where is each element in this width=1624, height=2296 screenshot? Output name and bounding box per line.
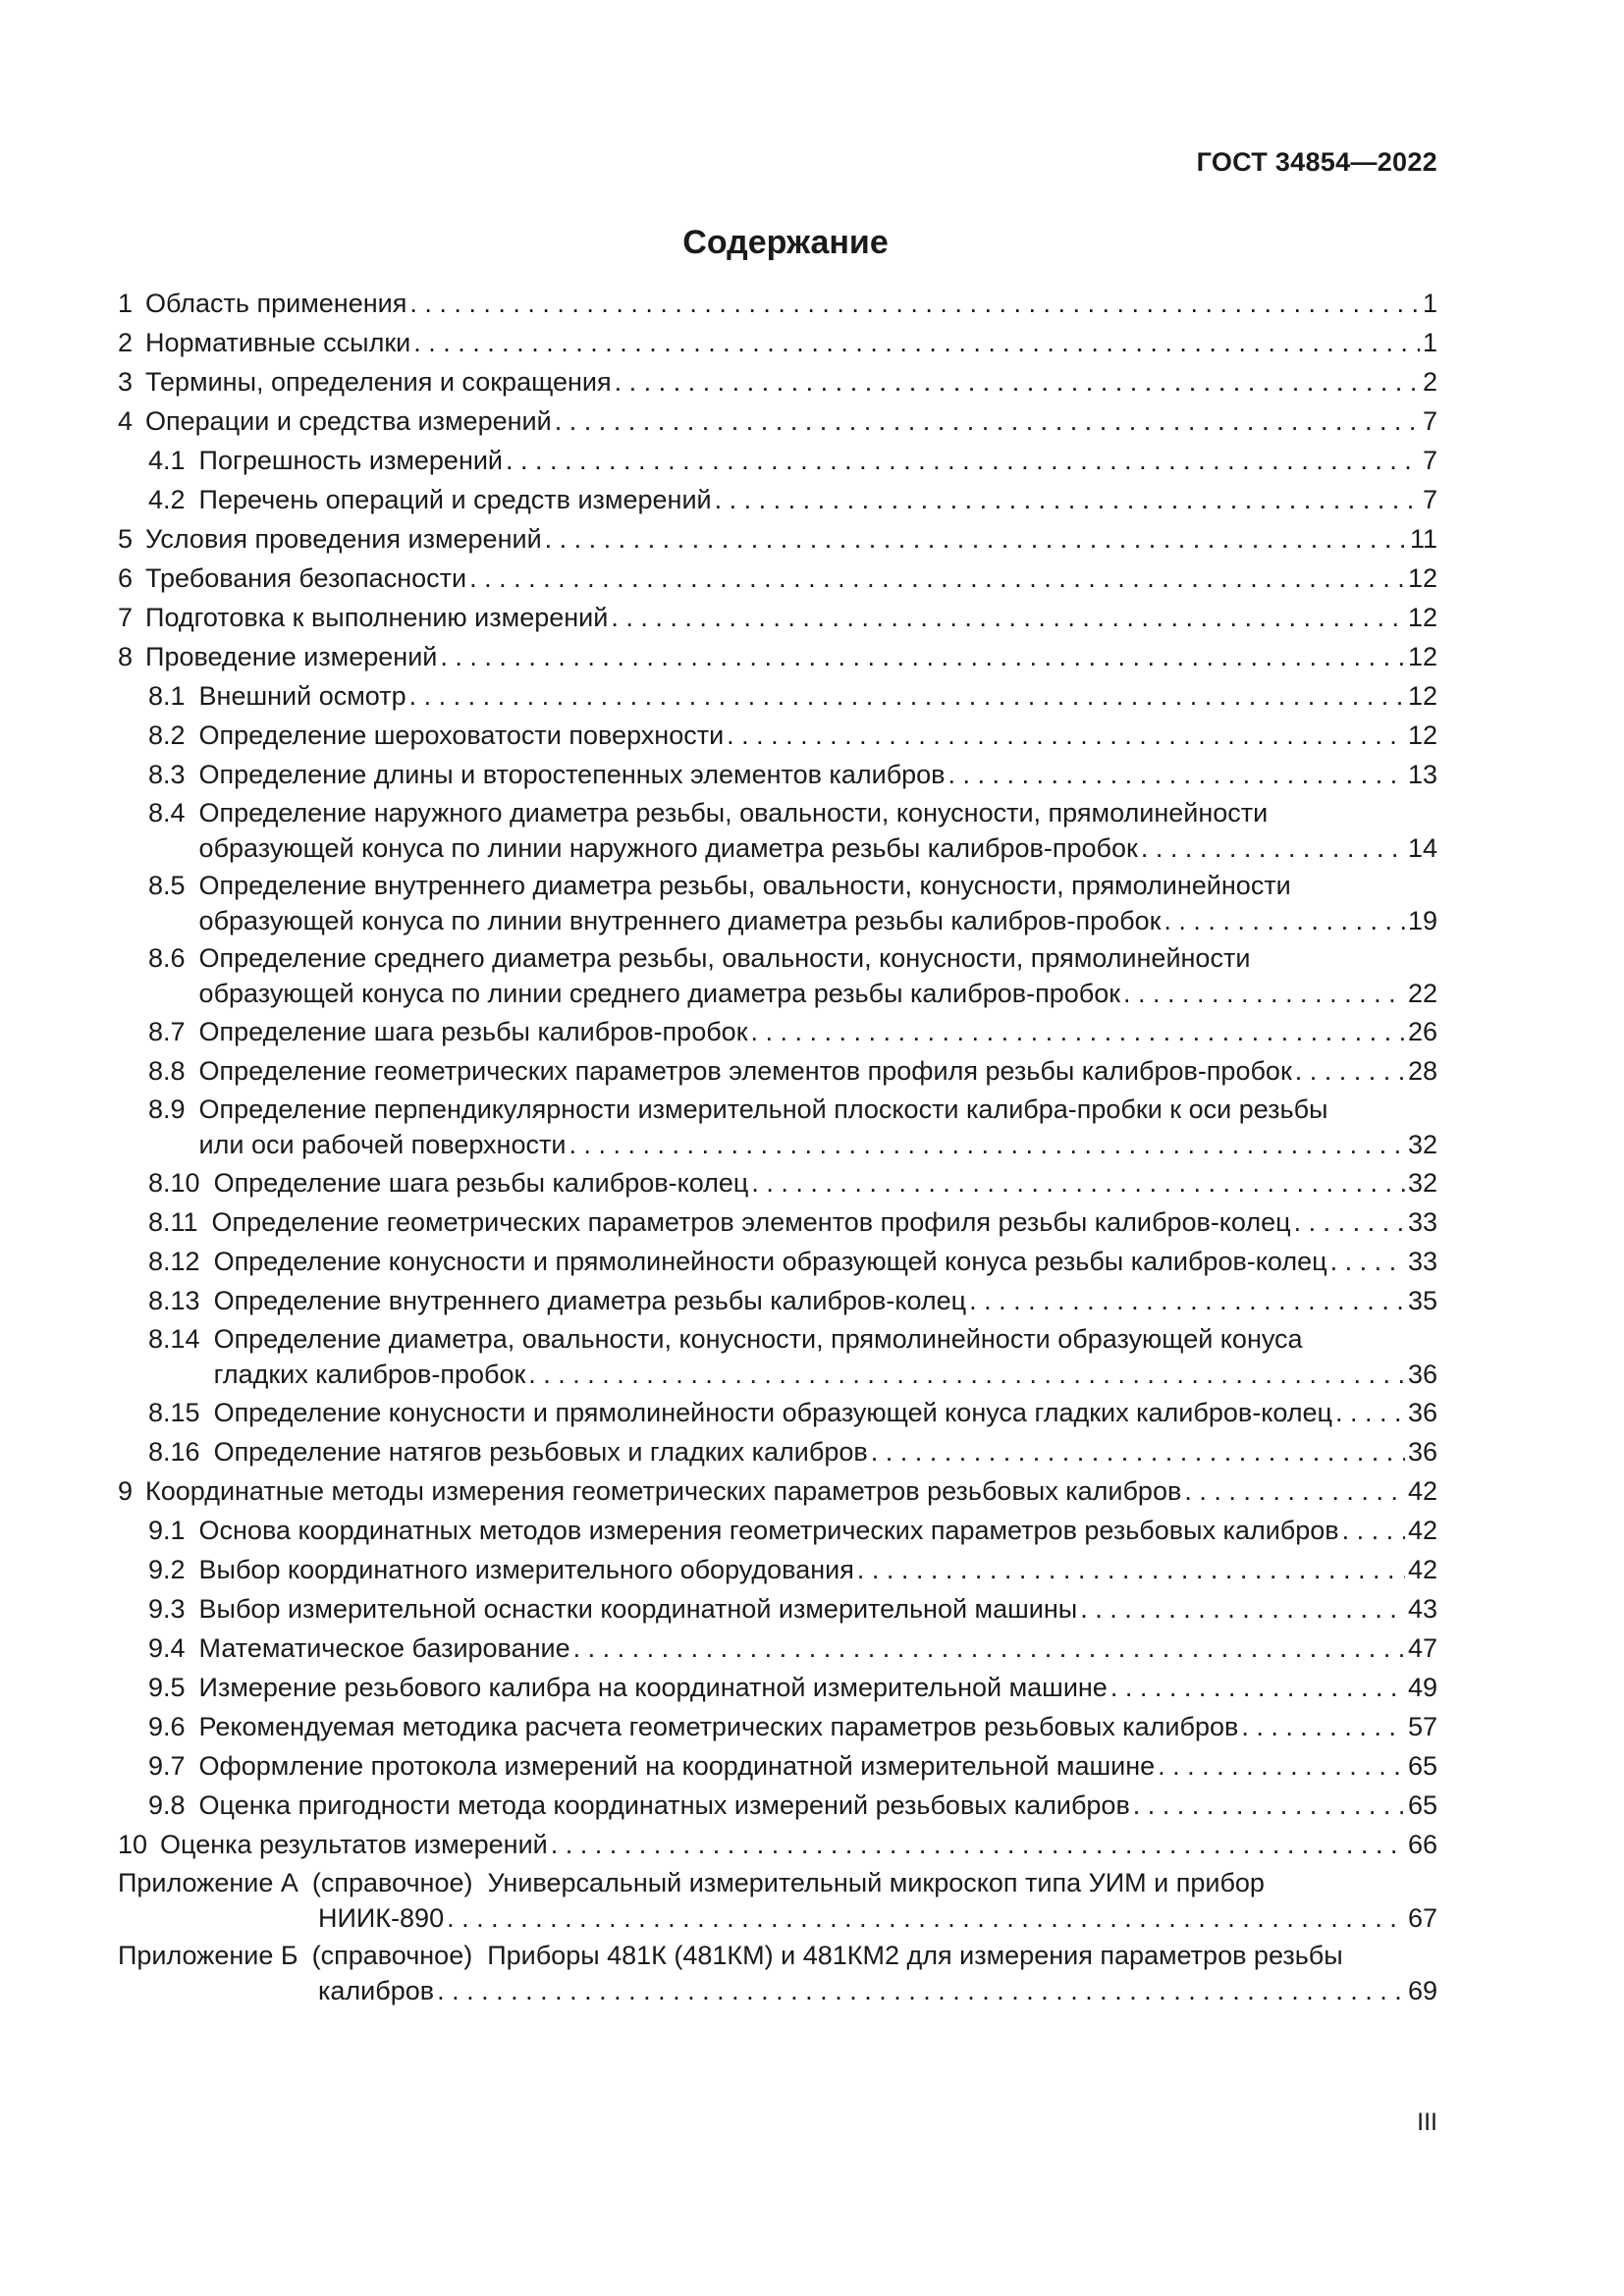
toc-leader-dots	[871, 1433, 1405, 1470]
toc-entry-page: 13	[1407, 760, 1437, 789]
toc-entry-number: 8.6	[148, 943, 186, 973]
toc-entry-title: Операции и средства измерений	[145, 406, 552, 436]
toc-entry-page: 35	[1407, 1286, 1437, 1315]
toc-entry-number: 4	[118, 406, 134, 436]
toc-leader-dots	[568, 1127, 1405, 1162]
toc-entry-page: 65	[1407, 1790, 1437, 1820]
toc-entry-page: 1	[1422, 328, 1437, 357]
toc-entry[interactable]	[118, 520, 1437, 558]
toc-entry-title: Определение диаметра, овальности, конусности, прямолинейности образующей конуса	[213, 1324, 1303, 1354]
toc-entry-page: 42	[1407, 1476, 1437, 1506]
toc-entry-number: 8.7	[148, 1017, 186, 1046]
toc-entry[interactable]	[118, 1865, 1437, 1936]
toc-leader-dots	[409, 285, 1420, 322]
toc-entry[interactable]	[118, 1551, 1437, 1588]
toc-entry-page: 14	[1407, 833, 1437, 863]
toc-entry[interactable]	[118, 1629, 1437, 1667]
toc-entry[interactable]	[118, 481, 1437, 518]
toc-leader-dots	[1342, 1512, 1405, 1549]
toc-entry-page: 42	[1407, 1555, 1437, 1584]
toc-entry-page: 7	[1422, 446, 1437, 475]
toc-entry[interactable]	[118, 868, 1437, 938]
toc-entry-title: Определение натягов резьбовых и гладких калибров	[213, 1437, 868, 1467]
toc-leader-dots	[751, 1013, 1405, 1050]
toc-entry-title: Перечень операций и средств измерений	[198, 485, 712, 514]
toc-leader-dots	[1141, 830, 1405, 866]
toc-entry[interactable]	[118, 1092, 1437, 1162]
toc-entry[interactable]	[118, 1590, 1437, 1628]
toc-entry-title: (справочное) Приборы 481К (481КМ) и 481КМ2 для измерения параметров резьбы	[311, 1941, 1343, 1970]
toc-entry-title: Определение длины и второстепенных элементов калибров	[198, 760, 946, 789]
toc-entry-page: 42	[1407, 1516, 1437, 1545]
toc-entry[interactable]	[118, 442, 1437, 479]
toc-entry-page: 19	[1407, 906, 1437, 935]
toc-entry[interactable]	[118, 560, 1437, 597]
toc-entry-title: Внешний осмотр	[198, 681, 406, 711]
toc-entry-title: Погрешность измерений	[198, 446, 504, 475]
toc-entry-title: Условия проведения измерений	[145, 524, 542, 554]
toc-entry-page: 36	[1407, 1437, 1437, 1467]
toc-entry[interactable]	[118, 1394, 1437, 1431]
toc-entry-title: Подготовка к выполнению измерений	[145, 603, 609, 632]
toc-entry[interactable]	[118, 1669, 1437, 1706]
toc-entry[interactable]	[118, 1938, 1437, 2008]
toc-leader-dots	[447, 1900, 1405, 1936]
toc-entry[interactable]	[118, 1013, 1437, 1050]
toc-entry-number: 3	[118, 367, 134, 397]
toc-leader-dots	[413, 324, 1420, 361]
toc-entry-page: 12	[1407, 642, 1437, 671]
toc-entry-page: 43	[1407, 1594, 1437, 1624]
toc-entry[interactable]	[118, 795, 1437, 866]
toc-entry-number: 7	[118, 603, 134, 632]
toc-entry-number: 8.14	[148, 1324, 200, 1354]
toc-leader-dots	[715, 481, 1420, 518]
toc-entry-number: 8.2	[148, 721, 186, 750]
toc-entry-number: 5	[118, 524, 134, 554]
toc-entry-page: 33	[1407, 1247, 1437, 1276]
toc-leader-dots	[1123, 976, 1405, 1011]
toc-entry-page: 57	[1407, 1712, 1437, 1741]
toc-entry-title: НИИК-890	[318, 1903, 445, 1933]
toc-entry[interactable]	[118, 1321, 1437, 1392]
toc-leader-dots	[1184, 1472, 1405, 1510]
toc-entry-number: Приложение А	[118, 1868, 298, 1897]
toc-entry-page: 7	[1422, 406, 1437, 436]
toc-leader-dots	[1241, 1708, 1405, 1745]
toc-entry-number: 8.11	[148, 1207, 198, 1237]
toc-entry[interactable]	[118, 1433, 1437, 1470]
toc-leader-dots	[1110, 1669, 1405, 1706]
toc-entry-title: Определение конусности и прямолинейности образующей конуса резьбы калибров-колец	[213, 1247, 1327, 1276]
toc-entry[interactable]	[118, 717, 1437, 754]
toc-entry[interactable]	[118, 1472, 1437, 1510]
toc-leader-dots	[545, 520, 1407, 558]
toc-leader-dots	[1294, 1203, 1405, 1241]
toc-entry-page: 12	[1407, 563, 1437, 593]
toc-entry-number: 9.7	[148, 1751, 186, 1781]
toc-entry-title: Определение геометрических параметров элементов профиля резьбы калибров-колец	[211, 1207, 1291, 1237]
toc-entry-number: 2	[118, 328, 134, 357]
toc-entry-title: Координатные методы измерения геометрических параметров резьбовых калибров	[145, 1476, 1182, 1506]
toc-entry-number: 8.1	[148, 681, 186, 711]
toc-entry[interactable]	[118, 402, 1437, 440]
toc-entry-number: 8.4	[148, 798, 186, 828]
toc-entry[interactable]	[118, 940, 1437, 1011]
toc-leader-dots	[969, 1282, 1405, 1319]
toc-entry[interactable]	[118, 1282, 1437, 1319]
toc-leader-dots	[1295, 1052, 1405, 1090]
toc-entry-title: Математическое базирование	[198, 1633, 570, 1663]
toc-entry-title: Оформление протокола измерений на координатной измерительной машине	[198, 1751, 1156, 1781]
toc-leader-dots	[1133, 1787, 1405, 1824]
toc-entry-title: или оси рабочей поверхности	[198, 1130, 567, 1159]
toc-entry-title: Область применения	[145, 289, 407, 318]
toc-entry[interactable]	[118, 1747, 1437, 1785]
toc-leader-dots	[1335, 1394, 1405, 1431]
toc-entry-page: 12	[1407, 603, 1437, 632]
toc-entry-number: 8.12	[148, 1247, 200, 1276]
toc-leader-dots	[506, 442, 1420, 479]
document-code: ГОСТ 34854—2022	[1196, 147, 1437, 177]
toc-entry[interactable]	[118, 1052, 1437, 1090]
toc-entry-title: Определение конусности и прямолинейности образующей конуса гладких калибров-колец	[213, 1398, 1332, 1427]
toc-entry[interactable]	[118, 638, 1437, 675]
toc-entry-title: Определение среднего диаметра резьбы, овальности, конусности, прямолинейности	[198, 943, 1251, 973]
toc-entry-number: 8.16	[148, 1437, 200, 1467]
toc-entry-number: 9.3	[148, 1594, 186, 1624]
toc-entry-page: 26	[1407, 1017, 1437, 1046]
toc-entry-title: Определение внутреннего диаметра резьбы, овальности, конусности, прямолинейности	[198, 871, 1291, 900]
toc-entry-title: Рекомендуемая методика расчета геометрических параметров резьбовых калибров	[198, 1712, 1239, 1741]
toc-leader-dots	[727, 717, 1405, 754]
toc-leader-dots	[573, 1629, 1405, 1667]
toc-entry-title: Оценка пригодности метода координатных измерений резьбовых калибров	[198, 1790, 1130, 1820]
toc-leader-dots	[409, 677, 1405, 715]
toc-entry[interactable]	[118, 756, 1437, 793]
toc-entry-title: гладких калибров-пробок	[213, 1360, 526, 1389]
toc-entry-page: 12	[1407, 681, 1437, 711]
toc-leader-dots	[440, 638, 1405, 675]
toc-entry-page: 47	[1407, 1633, 1437, 1663]
toc-entry[interactable]	[118, 1787, 1437, 1824]
page-number: III	[1417, 2109, 1437, 2136]
toc-entry-page: 69	[1407, 1976, 1437, 2005]
toc-entry-title: Определение перпендикулярности измерительной плоскости калибра-пробки к оси резьбы	[198, 1095, 1328, 1124]
toc-entry-number: 9.8	[148, 1790, 186, 1820]
toc-entry[interactable]	[118, 1708, 1437, 1745]
toc-leader-dots	[1080, 1590, 1405, 1628]
toc-entry-page: 11	[1409, 524, 1437, 554]
toc-entry[interactable]	[118, 1826, 1437, 1863]
toc-leader-dots	[551, 1826, 1405, 1863]
toc-entry-title: образующей конуса по линии внутреннего диаметра резьбы калибров-пробок	[198, 906, 1162, 935]
toc-entry-number: 10	[118, 1830, 148, 1859]
toc-entry-title: Основа координатных методов измерения геометрических параметров резьбовых калибров	[198, 1516, 1339, 1545]
toc-entry-number: 1	[118, 289, 134, 318]
toc-entry-number: 8.8	[148, 1056, 186, 1086]
toc-leader-dots	[437, 1973, 1405, 2008]
toc-entry-number: 6	[118, 563, 134, 593]
toc-entry-title: образующей конуса по линии наружного диаметра резьбы калибров-пробок	[198, 833, 1138, 863]
toc-entry-title: (справочное) Универсальный измерительный микроскоп типа УИМ и прибор	[311, 1868, 1265, 1897]
toc-leader-dots	[948, 756, 1405, 793]
toc-leader-dots	[528, 1357, 1405, 1392]
toc-leader-dots	[615, 363, 1420, 400]
toc-entry-page: 33	[1407, 1207, 1437, 1237]
toc-leader-dots	[751, 1164, 1405, 1201]
toc-entry-title: Измерение резьбового калибра на координатной измерительной машине	[198, 1673, 1108, 1702]
toc-entry-page: 66	[1407, 1830, 1437, 1859]
toc-entry-page: 49	[1407, 1673, 1437, 1702]
toc-entry-title: Нормативные ссылки	[145, 328, 411, 357]
toc-entry-number: Приложение Б	[118, 1941, 298, 1970]
toc-entry-title: Проведение измерений	[145, 642, 438, 671]
toc-entry-number: 8.3	[148, 760, 186, 789]
toc-entry[interactable]	[118, 1203, 1437, 1241]
toc-entry[interactable]	[118, 285, 1437, 322]
toc-entry-page: 65	[1407, 1751, 1437, 1781]
toc-entry-page: 2	[1422, 367, 1437, 397]
toc-leader-dots	[1330, 1243, 1405, 1280]
toc-leader-dots	[857, 1551, 1405, 1588]
toc-leader-dots	[555, 402, 1420, 440]
toc-entry-title: Термины, определения и сокращения	[145, 367, 612, 397]
toc-entry[interactable]	[118, 599, 1437, 636]
toc-entry[interactable]	[118, 324, 1437, 361]
toc-entry-title: Выбор измерительной оснастки координатной измерительной машины	[198, 1594, 1078, 1624]
toc-entry-title: калибров	[318, 1976, 435, 2005]
toc-entry-page: 12	[1407, 721, 1437, 750]
toc-entry[interactable]	[118, 1243, 1437, 1280]
toc-entry-page: 22	[1407, 979, 1437, 1008]
toc-entry-number: 4.2	[148, 485, 186, 514]
toc-entry-page: 7	[1422, 485, 1437, 514]
toc-entry-title: Требования безопасности	[145, 563, 467, 593]
toc-leader-dots	[469, 560, 1405, 597]
toc-entry-number: 8.5	[148, 871, 186, 900]
toc-entry[interactable]	[118, 363, 1437, 400]
toc-entry-page: 28	[1407, 1056, 1437, 1086]
toc-entry-page: 36	[1407, 1360, 1437, 1389]
toc-entry[interactable]	[118, 677, 1437, 715]
toc-entry-title: Выбор координатного измерительного оборудования	[198, 1555, 854, 1584]
toc-entry-page: 36	[1407, 1398, 1437, 1427]
toc-entry-page: 1	[1422, 289, 1437, 318]
toc-entry-page: 67	[1407, 1903, 1437, 1933]
toc-entry-number: 9.5	[148, 1673, 186, 1702]
table-of-contents	[118, 285, 1437, 2010]
toc-leader-dots	[1158, 1747, 1405, 1785]
toc-entry-title: Определение наружного диаметра резьбы, овальности, конусности, прямолинейности	[198, 798, 1269, 828]
toc-entry-title: Оценка результатов измерений	[160, 1830, 548, 1859]
toc-entry-page: 32	[1407, 1168, 1437, 1198]
toc-entry-number: 8.9	[148, 1095, 186, 1124]
toc-entry[interactable]	[118, 1512, 1437, 1549]
toc-leader-dots	[611, 599, 1405, 636]
toc-entry-number: 9	[118, 1476, 134, 1506]
page-title: Содержание	[682, 224, 889, 261]
toc-entry-number: 9.6	[148, 1712, 186, 1741]
toc-entry-number: 8.15	[148, 1398, 200, 1427]
toc-entry-number: 9.1	[148, 1516, 186, 1545]
toc-entry[interactable]	[118, 1164, 1437, 1201]
toc-entry-title: Определение шероховатости поверхности	[198, 721, 725, 750]
toc-entry-title: Определение внутреннего диаметра резьбы калибров-колец	[213, 1286, 967, 1315]
toc-entry-title: Определение шага резьбы калибров-колец	[213, 1168, 749, 1198]
toc-entry-title: образующей конуса по линии среднего диаметра резьбы калибров-пробок	[198, 979, 1121, 1008]
toc-entry-page: 32	[1407, 1130, 1437, 1159]
toc-entry-title: Определение геометрических параметров элементов профиля резьбы калибров-пробок	[198, 1056, 1292, 1086]
toc-leader-dots	[1164, 903, 1405, 938]
toc-entry-number: 8.13	[148, 1286, 200, 1315]
toc-entry-number: 8.10	[148, 1168, 200, 1198]
toc-entry-number: 8	[118, 642, 134, 671]
toc-entry-title: Определение шага резьбы калибров-пробок	[198, 1017, 748, 1046]
toc-entry-number: 9.2	[148, 1555, 186, 1584]
toc-entry-number: 9.4	[148, 1633, 186, 1663]
toc-entry-number: 4.1	[148, 446, 186, 475]
